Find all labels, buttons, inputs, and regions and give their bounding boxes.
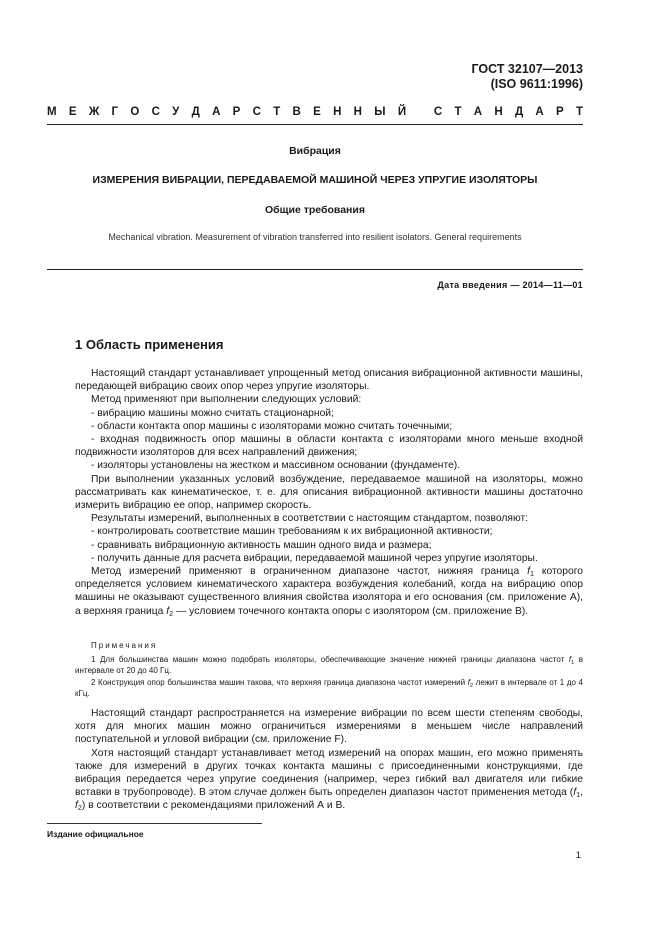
- title-rule: [47, 269, 583, 270]
- kind-letter: О: [130, 106, 140, 118]
- main-title: ИЗМЕРЕНИЯ ВИБРАЦИИ, ПЕРЕДАВАЕМОЙ МАШИНОЙ ЧЕРЕЗ УПРУГИЕ ИЗОЛЯТОРЫ: [92, 174, 538, 186]
- list-item: - области контакта опор машины с изоляторами можно считать точечными;: [91, 420, 453, 432]
- kind-letter: Д: [514, 106, 524, 118]
- paragraph: Метод измерений применяют в ограниченном диапазоне частот, нижняя граница $f_1$ которого определяется условием кинематического характера возбуждения колебаний, когда на вибрацию опор машины не оказывают существенного влияния свойства изолятора и его основания (см. приложение А), а верхняя граница $f_2$ — условием точечного контакта опоры с изолятором (см. приложение В).: [75, 566, 583, 618]
- kind-letter: Р: [556, 106, 564, 118]
- notes-heading: Примечания: [91, 641, 158, 650]
- section-body: [75, 367, 583, 618]
- page-number: 1: [575, 850, 581, 861]
- kind-letter: С: [433, 106, 443, 118]
- kind-letter: Н: [353, 106, 362, 118]
- kind-letter: Е: [68, 106, 77, 118]
- kind-letter: Ы: [374, 106, 386, 118]
- note-item: 1 Для большинства машин можно подобрать изоляторы, обеспечивающие значение нижней границы диапазона частот $f_1$ в интервале от 20 до 40 Гц.: [75, 654, 583, 675]
- paragraph: Настоящий стандарт распространяется на измерение вибрации по всем шести степеням свободы, хотя для многих машин можно ограничиться измерениями в меньшем числе направлений поступательной и угловой вибрации (см. приложение F).: [75, 708, 583, 746]
- standard-number: ГОСТ 32107—2013: [471, 62, 583, 76]
- note-item: 2 Конструкция опор большинства машин такова, что верхняя граница диапазона частот измерений $f_2$ лежит в интервале от 1 до 4 кГц.: [75, 677, 584, 698]
- iso-number: (ISO 9611:1996): [490, 77, 583, 91]
- kind-letter: Р: [232, 106, 241, 118]
- list-item: - изоляторы установлены на жестком и массивном основании (фундаменте).: [91, 460, 461, 472]
- edition-label: Издание официальное: [47, 829, 144, 839]
- footer-rule: [47, 823, 262, 824]
- english-title: Mechanical vibration. Measurement of vibration transferred into resilient isolators. General requirements: [108, 232, 522, 242]
- kind-letter: Й: [397, 106, 407, 118]
- kind-letter: Ж: [88, 106, 100, 118]
- paragraph: Результаты измерений, выполненных в соответствии с настоящим стандартом, позволяют:: [91, 513, 529, 525]
- standard-kind-line: [47, 106, 583, 118]
- list-item: - вибрацию машины можно считать стационарной;: [91, 407, 334, 419]
- kind-letter: Е: [313, 106, 321, 118]
- kind-letter: Н: [494, 106, 503, 118]
- kind-letter: Н: [333, 106, 342, 118]
- kind-letter: С: [252, 106, 261, 118]
- section-heading: 1 Область применения: [75, 337, 224, 352]
- section-body-continued: [75, 707, 583, 813]
- paragraph: Настоящий стандарт устанавливает упрощенный метод описания вибрационной активности машины, передающей вибрацию своих опор через упругие изоляторы.: [75, 368, 583, 393]
- kind-letter: А: [473, 106, 483, 118]
- kind-letter: Т: [273, 106, 281, 118]
- kind-letter: Т: [575, 106, 583, 118]
- notes-block: [75, 640, 583, 700]
- list-item: - входная подвижность опор машины в области контакта с изоляторами много меньше входной подвижности изоляторов для всех направлений движения;: [75, 434, 583, 459]
- kind-letter: М: [47, 106, 57, 118]
- kind-letter: [418, 106, 421, 118]
- kind-letter: С: [151, 106, 160, 118]
- kind-letter: Т: [454, 106, 462, 118]
- list-item: - сравнивать вибрационную активность машин одного вида и размера;: [91, 539, 432, 551]
- list-item: - контролировать соответствие машин требованиям к их вибрационной активности;: [91, 526, 493, 538]
- kind-letter: А: [212, 106, 221, 118]
- paragraph: При выполнении указанных условий возбуждение, передаваемое машиной на изоляторы, можно рассматривать как кинематическое, т. е. для описания вибрационной активности машины достаточно измерить вибрацию ее опор, например скорость.: [75, 473, 583, 512]
- standard-designation: [471, 62, 583, 92]
- introduction-date: Дата введения — 2014—11—01: [437, 280, 583, 290]
- kind-letter: Г: [111, 106, 119, 118]
- subtitle: Общие требования: [265, 204, 365, 216]
- kind-letter: У: [172, 106, 180, 118]
- list-item: - получить данные для расчета вибрации, передаваемой машиной через упругие изоляторы.: [91, 552, 538, 564]
- paragraph: Хотя настоящий стандарт устанавливает метод измерений на опорах машин, его можно применять также для измерений в других точках контакта машины с присоединенными конструкциями, где вибрация передается через упругие соединения (например, через гибкий вал двигателя или гибкие вставки в трубопроводе). В этом случае должен быть определен диапазон частот применения метода ($f_1$, $f_2$) в соответствии с рекомендациями приложений А и В.: [75, 747, 583, 813]
- kind-letter: Д: [191, 106, 200, 118]
- kind-letter: А: [535, 106, 544, 118]
- paragraph: Метод применяют при выполнении следующих условий:: [91, 394, 362, 406]
- subject-heading: Вибрация: [289, 145, 341, 157]
- kind-letter: В: [292, 106, 301, 118]
- top-rule: [47, 124, 583, 125]
